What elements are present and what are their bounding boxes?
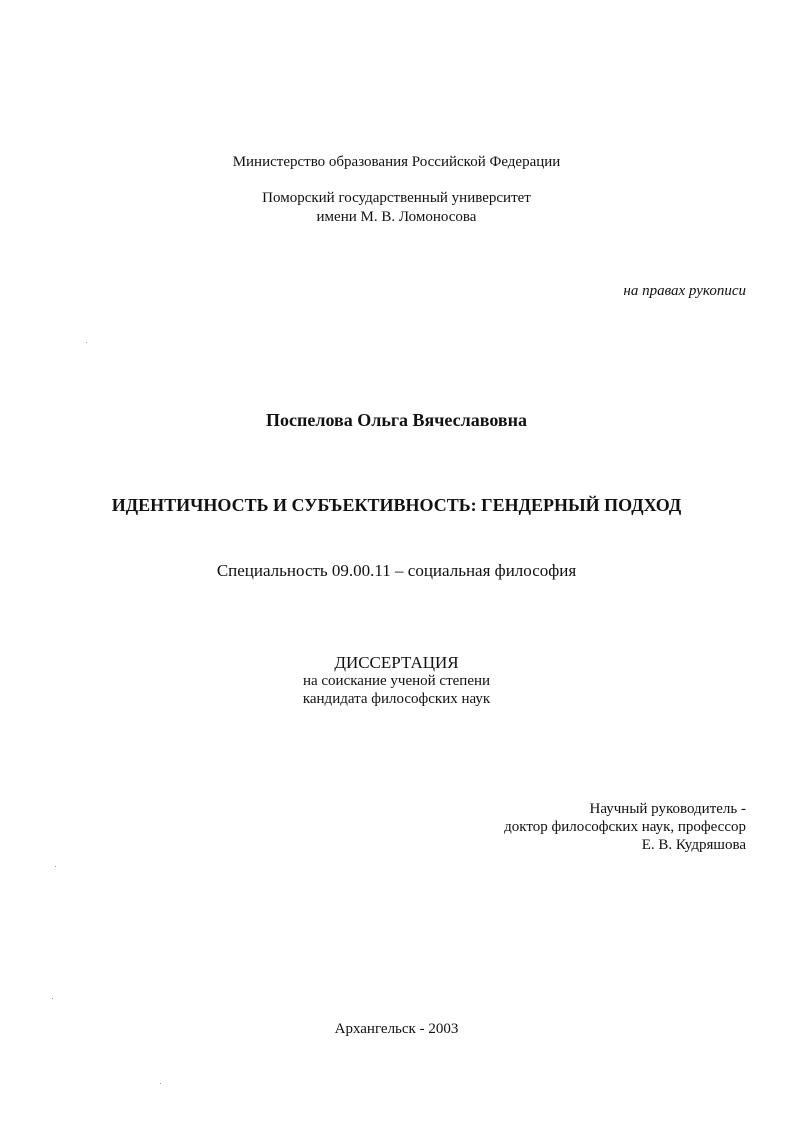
dissertation-title: ИДЕНТИЧНОСТЬ И СУБЪЕКТИВНОСТЬ: ГЕНДЕРНЫЙ ПОДХОД	[111, 495, 682, 515]
scan-speck	[86, 342, 87, 343]
scan-speck	[52, 998, 53, 999]
dissertation-label: ДИССЕРТАЦИЯ	[334, 653, 459, 672]
place-year: Архангельск - 2003	[334, 1021, 459, 1037]
supervisor-line-2: доктор философских наук, профессор	[504, 819, 746, 835]
manuscript-note: на правах рукописи	[623, 283, 746, 299]
supervisor-line-3: Е. В. Кудряшова	[641, 837, 746, 853]
ministry-line: Министерство образования Российской Федерации	[232, 154, 561, 170]
degree-line-1: на соискание ученой степени	[302, 673, 491, 689]
author-name: Поспелова Ольга Вячеславовна	[266, 410, 527, 430]
university-line-2: имени М. В. Ломоносова	[316, 209, 477, 225]
scan-speck	[160, 1083, 161, 1084]
specialty-line: Специальность 09.00.11 – социальная философия	[216, 561, 577, 580]
degree-line-2: кандидата философских наук	[302, 691, 491, 707]
scan-speck	[55, 866, 56, 867]
university-line-1: Поморский государственный университет	[262, 190, 531, 206]
supervisor-line-1: Научный руководитель -	[589, 801, 746, 817]
